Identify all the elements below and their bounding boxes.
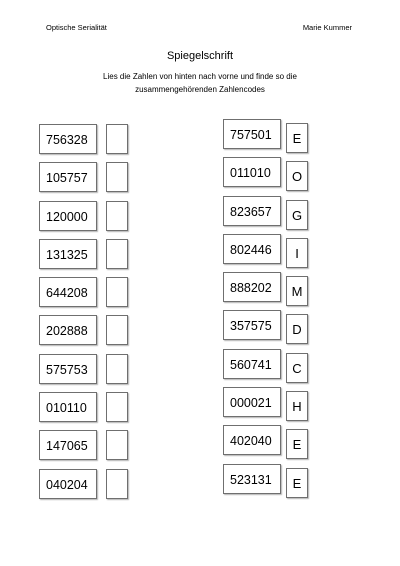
answer-box[interactable] [106,469,128,499]
left-number: 756328 [39,124,97,154]
instructions [0,70,400,96]
right-number: 000021 [223,387,281,417]
left-number: 010110 [39,392,97,422]
code-letter: H [286,391,308,421]
right-number: 523131 [223,464,281,494]
left-number: 105757 [39,162,97,192]
answer-box[interactable] [106,430,128,460]
page-title: Spiegelschrift [166,50,234,62]
left-number: 131325 [39,239,97,269]
code-letter: D [286,314,308,344]
right-number: 757501 [223,119,281,149]
code-letter: E [286,429,308,459]
header-left: Optische Serialität [46,23,107,32]
right-number: 402040 [223,425,281,455]
right-number: 560741 [223,349,281,379]
left-number: 120000 [39,201,97,231]
right-number: 011010 [223,157,281,187]
right-number: 823657 [223,196,281,226]
header-right: Marie Kummer [302,23,352,32]
right-number: 888202 [223,272,281,302]
answer-box[interactable] [106,392,128,422]
answer-box[interactable] [106,277,128,307]
left-number: 040204 [39,469,97,499]
code-letter: O [286,161,308,191]
left-number: 202888 [39,315,97,345]
left-number: 147065 [39,430,97,460]
instruction-line-1: Lies die Zahlen von hinten nach vorne und finde so die [103,72,297,81]
answer-box[interactable] [106,162,128,192]
code-letter: E [286,468,308,498]
left-number: 644208 [39,277,97,307]
answer-box[interactable] [106,201,128,231]
answer-box[interactable] [106,354,128,384]
code-letter: E [286,123,308,153]
right-number: 802446 [223,234,281,264]
left-number: 575753 [39,354,97,384]
answer-box[interactable] [106,124,128,154]
code-letter: I [286,238,308,268]
code-letter: G [286,200,308,230]
answer-box[interactable] [106,315,128,345]
code-letter: M [286,276,308,306]
answer-box[interactable] [106,239,128,269]
right-number: 357575 [223,310,281,340]
code-letter: C [286,353,308,383]
instruction-line-2: zusammengehörenden Zahlencodes [135,85,265,94]
